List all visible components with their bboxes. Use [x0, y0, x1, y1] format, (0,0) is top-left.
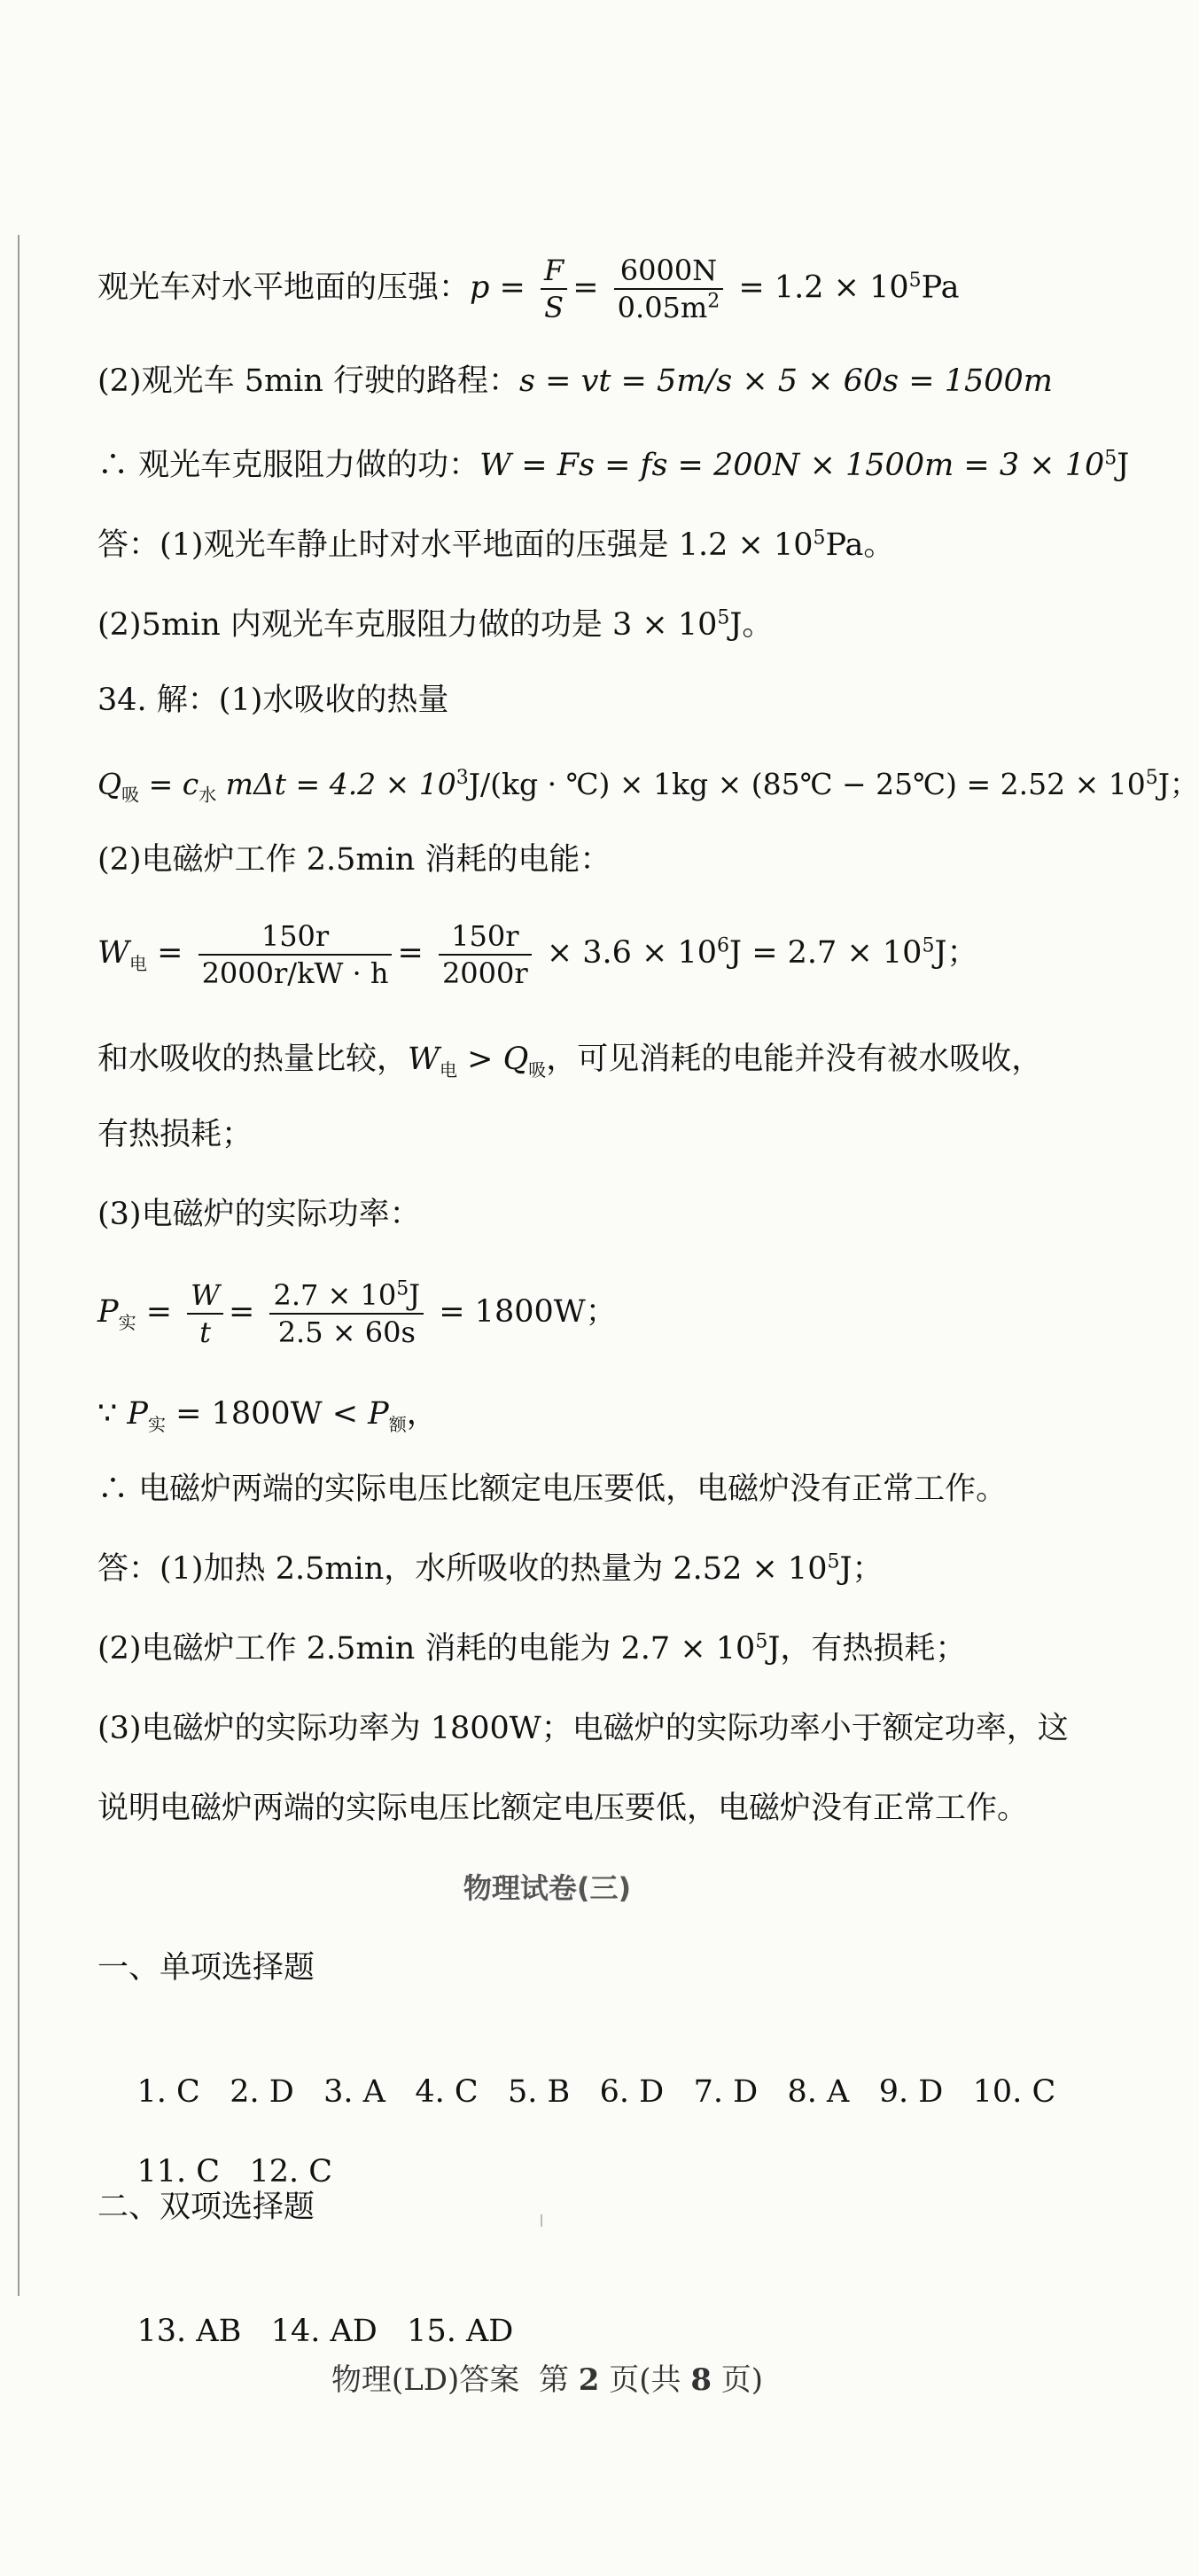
- fraction-6000n-over-area: $\frac{6000N}{0.05m^2}$: [614, 253, 724, 325]
- exam-title: 物理试卷(三): [463, 1871, 632, 1905]
- q33-answer-2: (2)5min 内观光车克服阻力做的功是 $3 \times 10^5J$。: [97, 606, 774, 643]
- energy-formula-line: $W_电$ = $\frac{150r}{2000r/kW \cdot h}$ = $\frac{150r}{2000r}$ × $3.6 \times 10^6J = 2.7 \times 10^5J$；: [97, 918, 978, 990]
- q34-header: 34. 解：(1)水吸收的热量: [97, 683, 449, 718]
- heat-formula-line: $Q_吸 = c_水$ $m\Delta t = 4.2 \times 10^3J/(kg$ · ℃) × 1kg × (85℃ − 25℃) = $2.52 \times 10^5J$；: [97, 767, 1199, 806]
- page-footer: 物理(LD)答案 第 2 页(共 8 页): [331, 2362, 764, 2398]
- distance-line: (2)观光车 5min 行驶的路程：s = vt = 5m/s × 5 × 60s = 1500m: [97, 363, 1053, 399]
- fraction-w-over-t: $\frac{W}{t}$: [187, 1277, 223, 1350]
- compare-line-2: 有热损耗；: [97, 1117, 253, 1152]
- fraction-150r-over-2000r: $\frac{150r}{2000r}$: [439, 918, 532, 991]
- energy-header: (2)电磁炉工作 2.5min 消耗的电能：: [97, 842, 611, 878]
- answers-row-2: 11. C 12. C: [136, 2154, 333, 2190]
- power-header: (3)电磁炉的实际功率：: [97, 1197, 421, 1232]
- left-margin-rule: [18, 235, 19, 2296]
- q34-answer-3a: (3)电磁炉的实际功率为 1800W；电磁炉的实际功率小于额定功率，这: [97, 1711, 1069, 1746]
- section-single-choice: 一、单项选择题: [97, 1950, 315, 1986]
- because-line: ∵ $P_实 = 1800W < P_额$，: [97, 1396, 438, 1435]
- q33-answer-1: 答：(1)观光车静止时对水平地面的压强是 $1.2 \times 10^5Pa$。: [97, 527, 895, 563]
- therefore-line: ∴ 电磁炉两端的实际电压比额定电压要低，电磁炉没有正常工作。: [97, 1471, 1008, 1507]
- answers-row-3: 13. AB 14. AD 15. AD: [136, 2314, 514, 2349]
- q34-answer-3b: 说明电磁炉两端的实际电压比额定电压要低，电磁炉没有正常工作。: [97, 1791, 1029, 1826]
- fraction-energy-over-time: $\frac{2.7 \times 10^5J}{2.5 \times 60s}$: [269, 1277, 424, 1350]
- power-formula-line: $P_实$ = $\frac{W}{t}$ = $\frac{2.7 \times 10^5J}{2.5 \times 60s}$ = 1800W；: [97, 1276, 617, 1349]
- fraction-150r-over-2000r-kwh: $\frac{150r}{2000r/kW \cdot h}$: [199, 918, 393, 991]
- section-double-choice: 二、双项选择题: [97, 2190, 315, 2225]
- q34-answer-1: 答：(1)加热 2.5min，水所吸收的热量为 $2.52 \times 10^5J$；: [97, 1550, 884, 1587]
- pressure-formula-line: 观光车对水平地面的压强：p = $\frac{F}{S}$ = $\frac{6000N}{0.05m^2}$ = $1.2 \times 10^5Pa$: [97, 254, 960, 324]
- compare-line: 和水吸收的热量比较，$W_电 > Q_吸$，可见消耗的电能并没有被水吸收，: [97, 1042, 1043, 1081]
- q34-answer-2: (2)电磁炉工作 2.5min 消耗的电能为 $2.7 \times 10^5J$，有热损耗；: [97, 1630, 967, 1667]
- answers-row-1: 1. C 2. D 3. A 4. C 5. B 6. D 7. D 8. A 9. D 10. C: [136, 2074, 1056, 2110]
- work-line: ∴ 观光车克服阻力做的功：W = Fs = fs = $200N \times 1500m = 3 \times 10^5J$: [97, 447, 1130, 483]
- scan-mark: [541, 2214, 542, 2227]
- fraction-f-over-s: $\frac{F}{S}$: [541, 253, 567, 325]
